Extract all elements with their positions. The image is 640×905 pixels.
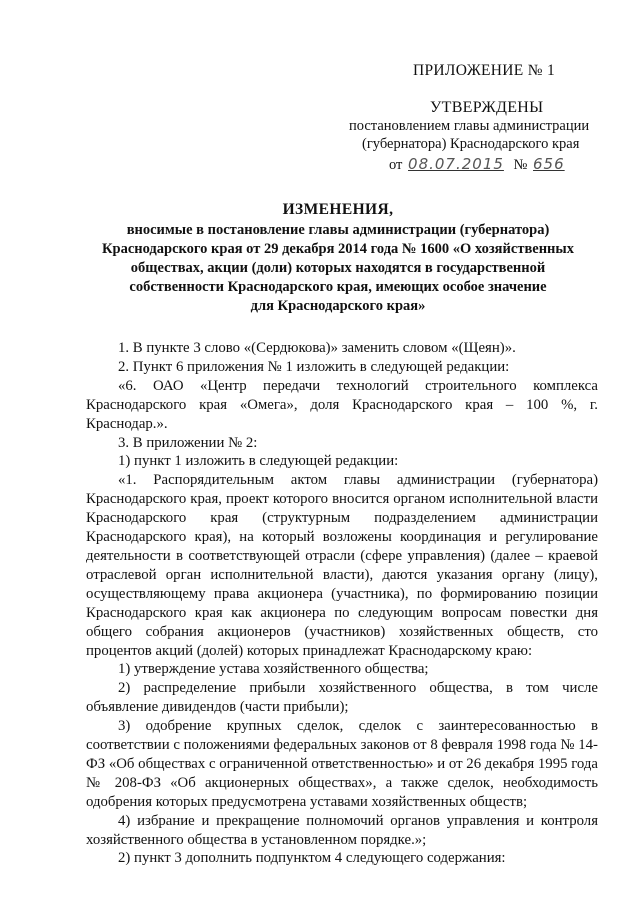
paragraph: «1. Распорядительным актом главы администрации (губернатора) Краснодарского края, проект которого вносится органом исполнительной власти Краснодарского края (структурным подразделением администрации Краснодарского края), на который возложены координация и регулирование деятельности в соответствующей отрасли (сфере управления) (далее – краевой отраслевой орган исполнительной власти), даются указания органу (лицу), осуществляющему права акционера (участника), по формированию позиции Краснодарского края как акционера по следующим вопросам повестки дня общего собрания акционеров (участников) хозяйственных обществ, сто процентов акций (долей) которых принадлежат Краснодарскому краю: [86, 472, 598, 659]
title-line: обществах, акции (доли) которых находятся в государственной [130, 260, 546, 276]
title-line: вносимые в постановление главы администрации (губернатора) [126, 222, 550, 238]
title-line: Краснодарского края от 29 декабря 2014 года № 1600 «О хозяйственных [101, 241, 574, 257]
paragraph: 2. Пункт 6 приложения № 1 изложить в следующей редакции: [118, 358, 510, 375]
date-prefix: от [389, 157, 403, 173]
paragraph: 4) избрание и прекращение полномочий органов управления и контроля хозяйственного общества в установленном порядке.»; [86, 812, 598, 848]
approved-label: УТВЕРЖДЕНЫ [430, 99, 544, 116]
handwritten-number: 656 [533, 155, 565, 173]
decree-line-2: (губернатора) Краснодарского края [362, 136, 580, 152]
paragraph: 2) распределение прибыли хозяйственного общества, в том числе объявление дивидендов (части прибыли); [86, 680, 598, 716]
paragraph: 1. В пункте 3 слово «(Сердюкова)» заменить словом «(Щеян)». [118, 340, 516, 356]
title-main: ИЗМЕНЕНИЯ, [282, 201, 394, 218]
title-line: собственности Краснодарского края, имеющих особое значение [129, 279, 547, 295]
document-body [86, 339, 598, 868]
number-prefix: № [513, 157, 528, 173]
paragraph: 3) одобрение крупных сделок, сделок с заинтересованностью в соответствии с положениями федеральных законов от 8 февраля 1998 года № 14-ФЗ «Об обществах с ограниченной ответственностью» и от 26 декабря 1995 года № 208-ФЗ «Об акционерных обществах», а также сделок, необходимость одобрения которых предусмотрена уставами хозяйственных обществ; [86, 718, 598, 810]
decree-date-line [389, 155, 567, 174]
document-title [88, 201, 588, 316]
paragraph: 3. В приложении № 2: [118, 434, 258, 451]
title-line: для Краснодарского края» [250, 298, 426, 314]
handwritten-date: 08.07.2015 [408, 155, 504, 173]
appendix-label: ПРИЛОЖЕНИЕ № 1 [413, 62, 556, 79]
decree-line-1: постановлением главы администрации [349, 118, 590, 134]
paragraph: 2) пункт 3 дополнить подпунктом 4 следующего содержания: [118, 850, 506, 867]
paragraph: 1) пункт 1 изложить в следующей редакции: [118, 453, 399, 470]
paragraph: «6. ОАО «Центр передачи технологий строительного комплекса Краснодарского края «Омега», доля Краснодарского края – 100 %, г. Краснодар.». [86, 377, 598, 432]
paragraph: 1) утверждение устава хозяйственного общества; [118, 661, 429, 678]
